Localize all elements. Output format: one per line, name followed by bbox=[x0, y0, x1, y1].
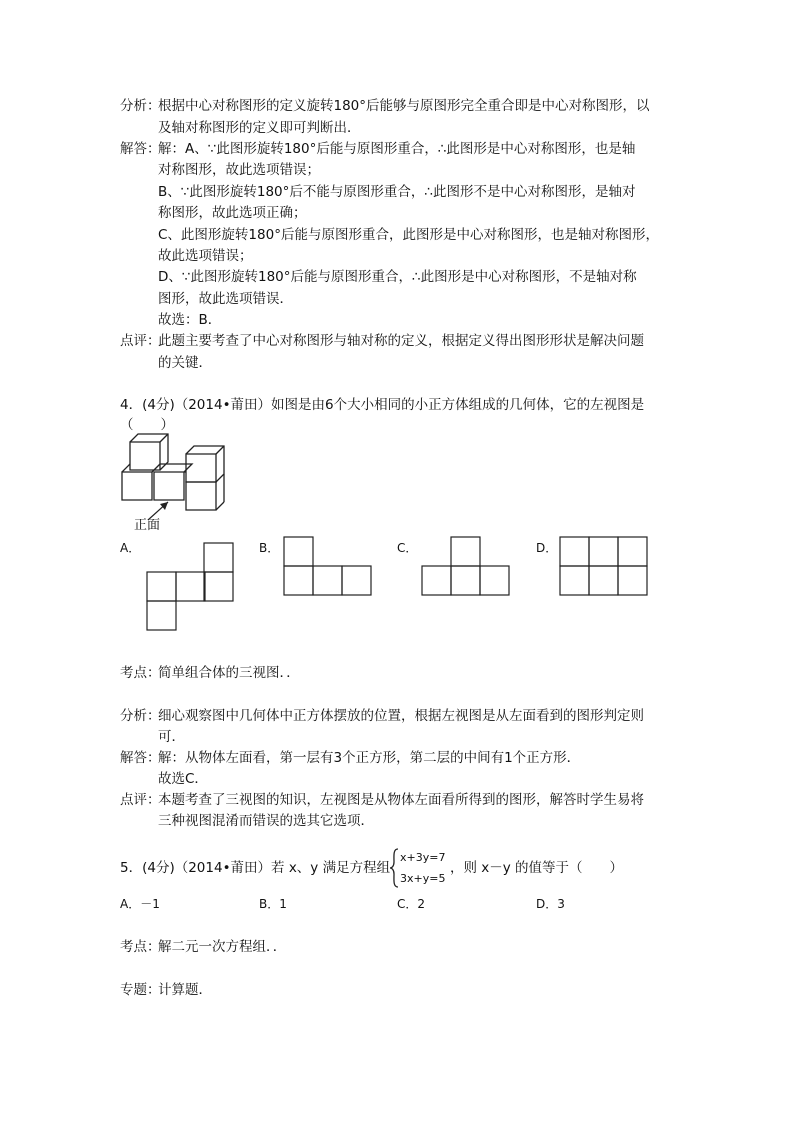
q4-analysis-label: 分析： bbox=[120, 708, 161, 724]
q3-answer-line: D、∵此图形旋转180°后能与原图形重合，∴此图形是中心对称图形，不是轴对称 bbox=[158, 269, 637, 285]
q4-option-b-label: B． bbox=[259, 541, 280, 555]
q4-comment-label: 点评： bbox=[120, 792, 161, 808]
q3-comment-label: 点评： bbox=[120, 333, 161, 349]
q3-answer-line: 称图形，故此选项正确； bbox=[158, 205, 307, 221]
q4-option-c-figure bbox=[421, 536, 511, 596]
q5-zhuanti-label: 专题： bbox=[120, 982, 161, 998]
q3-answer-line: 解：A、∵此图形旋转180°后能与原图形重合，∴此图形是中心对称图形，也是轴 bbox=[158, 141, 636, 157]
system-brace bbox=[389, 848, 399, 888]
q4-option-b-figure bbox=[283, 536, 373, 596]
front-label: 正面 bbox=[134, 518, 161, 533]
q4-kaodian: 简单组合体的三视图．． bbox=[158, 665, 300, 681]
q3-answer-label: 解答： bbox=[120, 141, 161, 157]
q5-option-d: D．3 bbox=[536, 897, 565, 911]
q3-answer-line: B、∵此图形旋转180°后不能与原图形重合，∴此图形不是中心对称图形，是轴对 bbox=[158, 184, 636, 200]
q3-analysis-label: 分析： bbox=[120, 98, 161, 114]
q3-comment-line1: 此题主要考查了中心对称图形与轴对称的定义，根据定义得出图形形状是解决问题 bbox=[158, 333, 644, 349]
q5-stem-post: ，则 x－y 的值等于（ ） bbox=[450, 860, 624, 876]
q5-kaodian: 解二元一次方程组．． bbox=[158, 939, 287, 955]
q4-answer-label: 解答： bbox=[120, 750, 161, 766]
q5-stem-pre: 5．(4分)（2014•莆田）若 x、y 满足方程组 bbox=[120, 860, 391, 876]
q4-analysis-line1: 细心观察图中几何体中正方体摆放的位置，根据左视图是从左面看到的图形判定则 bbox=[158, 708, 644, 724]
q5-kaodian-label: 考点： bbox=[120, 939, 161, 955]
q5-option-b: B．1 bbox=[259, 897, 287, 911]
q3-analysis-line2: 及轴对称图形的定义即可判断出． bbox=[158, 120, 361, 136]
q5-option-a: A．－1 bbox=[120, 897, 160, 911]
q3-answer-line: 故此选项错误； bbox=[158, 248, 253, 264]
q4-answer-blank: （ ） bbox=[120, 417, 174, 433]
q4-answer-line2: 故选C． bbox=[158, 771, 208, 787]
q4-option-a-label: A． bbox=[120, 541, 141, 555]
q5-zhuanti: 计算题． bbox=[158, 982, 212, 998]
q4-analysis-line2: 可． bbox=[158, 729, 185, 745]
system-eq1: x+3y=7 bbox=[400, 851, 446, 864]
q4-kaodian-label: 考点： bbox=[120, 665, 161, 681]
q5-option-c: C．2 bbox=[397, 897, 426, 911]
q3-answer-line: 故选：B． bbox=[158, 312, 222, 328]
q4-option-d-figure bbox=[559, 536, 649, 596]
q3-answer-line: C、此图形旋转180°后能与原图形重合，此图形是中心对称图形，也是轴对称图形， bbox=[158, 227, 659, 243]
system-eq2: 3x+y=5 bbox=[400, 872, 446, 885]
q4-comment-line2: 三种视图混淆而错误的选其它选项． bbox=[158, 813, 374, 829]
q3-answer-line: 图形，故此选项错误． bbox=[158, 291, 293, 307]
q4-option-a-figure bbox=[146, 542, 236, 632]
q3-comment-line2: 的关键． bbox=[158, 355, 212, 371]
q3-analysis-line1: 根据中心对称图形的定义旋转180°后能够与原图形完全重合即是中心对称图形，以 bbox=[158, 98, 650, 114]
q3-answer-line: 对称图形，故此选项错误； bbox=[158, 162, 320, 178]
q4-stem: 4．(4分)（2014•莆田）如图是由6个大小相同的小正方体组成的几何体，它的左视图是 bbox=[120, 397, 645, 413]
q4-answer-line1: 解：从物体左面看，第一层有3个正方形，第二层的中间有1个正方形． bbox=[158, 750, 581, 766]
q4-comment-line1: 本题考查了三视图的知识，左视图是从物体左面看所得到的图形，解答时学生易将 bbox=[158, 792, 644, 808]
q4-option-d-label: D． bbox=[536, 541, 558, 555]
q4-option-c-label: C． bbox=[397, 541, 418, 555]
